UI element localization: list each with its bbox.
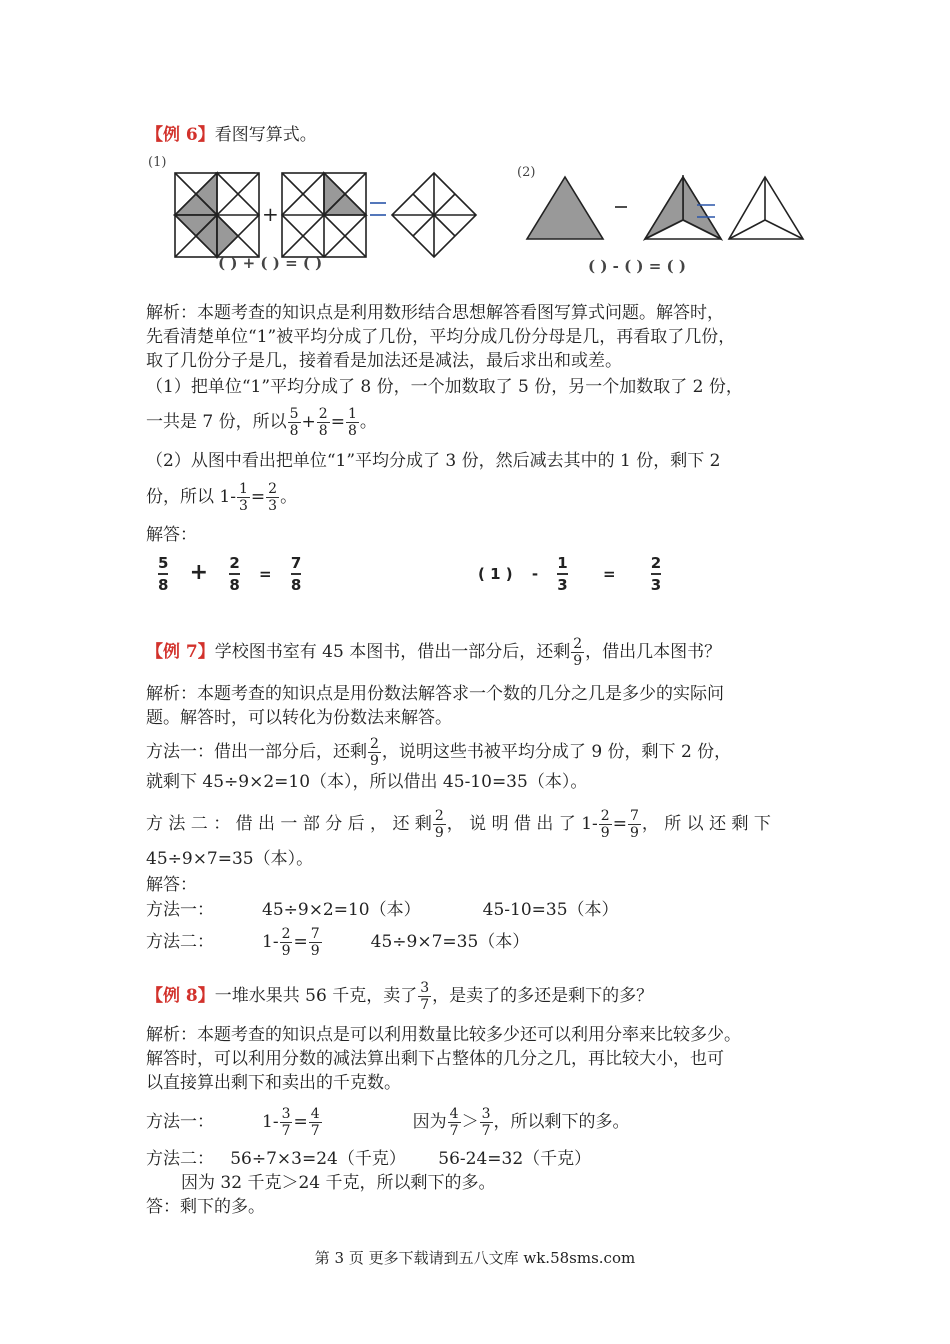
ex6-p1-b: 一共是 7 份，所以 $\frac{5}{8}$ + $\frac{2}{8}$ = $\frac{1}{8}$ 。	[146, 406, 377, 439]
ex6-title: 看图写算式。	[214, 125, 317, 145]
fig2-diagram	[525, 175, 815, 250]
fraction: $\frac{1}{3}$	[238, 481, 248, 514]
fig2-template: ( ) - ( ) = ( )	[588, 257, 686, 275]
fraction: $\frac{2}{3}$	[650, 554, 662, 594]
ex7-method2-b: 45÷9×7=35（本）。	[146, 849, 314, 869]
ex6-p2-b: 份，所以 1- $\frac{1}{3}$ = $\frac{2}{3}$ 。	[146, 481, 298, 514]
fraction: $\frac{5}{8}$	[158, 554, 169, 594]
ex8-question: 【例 8】一堆水果共 56 千克，卖了 $\frac{3}{7}$ ，是卖了的多还是剩下的多？	[146, 980, 654, 1013]
ex7-answer-label: 解答：	[146, 875, 197, 895]
ex8-tag: 【例 8】	[146, 986, 215, 1006]
fraction: $\frac{2}{8}$	[229, 554, 240, 594]
ex6-heading	[146, 124, 317, 146]
fraction: $\frac{7}{8}$	[290, 554, 302, 594]
fraction: $\frac{4}{7}$	[449, 1106, 459, 1139]
ex6-analysis-1: 解析：本题考查的知识点是利用数形结合思想解答看图写算式问题。解答时，	[146, 303, 724, 323]
ex8-method2-line2: 因为 32 千克＞24 千克，所以剩下的多。	[181, 1173, 496, 1193]
ex7-analysis-2: 题。解答时，可以转化为份数法来解答。	[146, 708, 452, 728]
ex7-tag: 【例 7】	[146, 642, 215, 662]
ex8-final-answer: 答：剩下的多。	[146, 1197, 265, 1217]
page-footer: 第 3 页 更多下载请到五八文库 wk.58sms.com	[314, 1249, 636, 1267]
fraction: $\frac{2}{3}$	[268, 481, 278, 514]
ex6-answer-label: 解答：	[146, 525, 197, 545]
fig1-template: ( ) + ( ) = ( )	[218, 254, 323, 272]
ex8-method1: 方法一： 1- $\frac{3}{7}$ = $\frac{4}{7}$ 因为 $\frac{4}{7}$ ＞ $\frac{3}{7}$ ，所以剩下的多。	[146, 1106, 630, 1139]
ex6-analysis-2: 先看清楚单位“1”被平均分成了几份，平均分成几份分母是几，再看取了几份，	[146, 327, 736, 347]
fraction: $\frac{2}{8}$	[318, 406, 328, 439]
ex7-method1-a: 方法一：借出一部分后，还剩 $\frac{2}{9}$ ，说明这些书被平均分成了 9 份，剩下 2 份，	[146, 736, 732, 769]
ex8-analysis-1: 解析：本题考查的知识点是可以利用数量比较多少还可以利用分率来比较多少。	[146, 1025, 741, 1045]
fraction: $\frac{2}{9}$	[573, 636, 583, 669]
ex7-solution-1: 方法一： 45÷9×2=10（本） 45-10=35（本）	[146, 900, 619, 920]
fraction: $\frac{3}{7}$	[481, 1106, 491, 1139]
fraction: $\frac{1}{8}$	[347, 406, 357, 439]
ex6-tag: 【例 6】	[146, 125, 215, 145]
ex7-method1-b: 就剩下 45÷9×2=10（本），所以借出 45-10=35（本）。	[146, 772, 588, 792]
ex7-analysis-1: 解析：本题考查的知识点是用份数法解答求一个数的几分之几是多少的实际问	[146, 684, 724, 704]
ex6-answer-eq2: ( 1 ) - $\frac{1}{3}$ = $\frac{2}{3}$	[478, 554, 662, 594]
fraction: $\frac{2}{9}$	[434, 808, 444, 841]
fraction: $\frac{1}{3}$	[557, 554, 568, 594]
ex6-answer-eq1: $\frac{5}{8}$ + $\frac{2}{8}$ = $\frac{7}{8}$	[158, 554, 302, 594]
fraction: $\frac{3}{7}$	[281, 1106, 291, 1139]
ex6-p2-a: （2）从图中看出把单位“1”平均分成了 3 份，然后减去其中的 1 份，剩下 2	[146, 451, 721, 471]
fig1-label: (1)	[148, 155, 167, 170]
fraction: $\frac{4}{7}$	[310, 1106, 320, 1139]
fraction: $\frac{2}{9}$	[281, 926, 291, 959]
fraction: $\frac{3}{7}$	[420, 980, 430, 1013]
ex8-method2: 方法二： 56÷7×3=24（千克） 56-24=32（千克）	[146, 1149, 592, 1169]
svg-text:+: +	[262, 202, 279, 226]
fraction: $\frac{7}{9}$	[310, 926, 320, 959]
fraction: $\frac{5}{8}$	[289, 406, 299, 439]
ex6-analysis-3: 取了几份分子是几，接着看是加法还是减法，最后求出和或差。	[146, 351, 622, 371]
ex7-solution-2: 方法二： 1- $\frac{2}{9}$ = $\frac{7}{9}$ 45÷9×7=35（本）	[146, 926, 530, 959]
ex7-question: 【例 7】学校图书室有 45 本图书，借出一部分后，还剩 $\frac{2}{9}$ ，借出几本图书？	[146, 636, 722, 669]
ex8-analysis-2: 解答时，可以利用分数的减法算出剩下占整体的几分之几，再比较大小，也可	[146, 1049, 724, 1069]
ex7-method2-a: 方 法 二 ： 借 出 一 部 分 后 ， 还 剩 $\frac{2}{9}$ ， 说 明 借 出 了 1- $\frac{2}{9}$ = $\frac{7}{9}$ ， 所 以 还 剩 下	[146, 808, 771, 841]
fraction: $\frac{7}{9}$	[629, 808, 639, 841]
ex6-p1-a: （1）把单位“1”平均分成了 8 份，一个加数取了 5 份，另一个加数取了 2 份，	[146, 377, 743, 397]
fig2-label: (2)	[517, 165, 536, 180]
fraction: $\frac{2}{9}$	[370, 736, 379, 769]
ex8-analysis-3: 以直接算出剩下和卖出的千克数。	[146, 1073, 401, 1093]
fraction: $\frac{2}{9}$	[600, 808, 610, 841]
